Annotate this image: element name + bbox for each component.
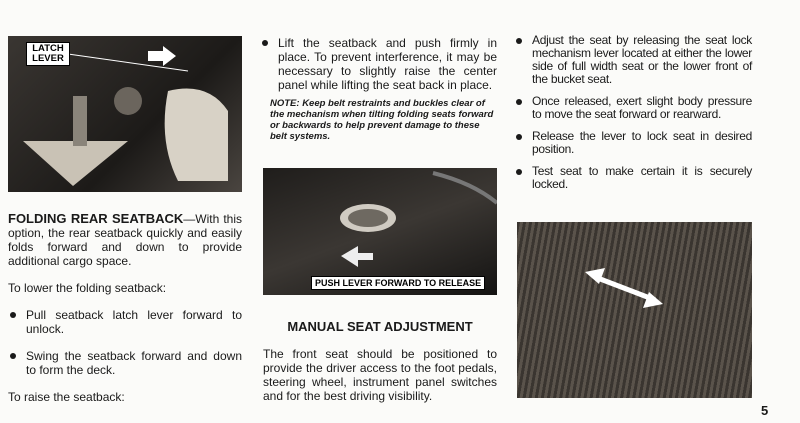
list-item: Release the lever to lock seat in desired position. [514,130,752,156]
list-item: Lift the seatback and push firmly in place. To prevent interference, it may be necessary to slightly raise the center panel while lifting the seat back in place. [260,36,497,92]
page-number: 5 [761,403,769,418]
seat-adjust-body: The front seat should be positioned to provide the driver access to the foot pedals, steering wheel, instrument panel switches and for the best driving visibility. [263,347,497,403]
photo-caption: PUSH LEVER FORWARD TO RELEASE [311,276,485,290]
folding-seatback-intro: FOLDING REAR SEATBACK—With this option, the rear seatback quickly and easily folds forward and down to provide additional cargo space. [8,211,242,268]
section-heading: MANUAL SEAT ADJUSTMENT [287,319,473,334]
seat-release-photo [263,168,497,295]
belt-note: NOTE: Keep belt restraints and buckles clear of the mechanism when tilting folding seats forward or backwards to help prevent damage to these belt systems. [270,98,494,142]
list-item: Swing the seatback forward and down to form the deck. [8,349,242,377]
double-arrow-illustration [517,222,752,398]
list-item: Adjust the seat by releasing the seat lock mechanism lever located at either the lower side of full width seat or the lower front of the bucket seat. [514,34,752,86]
seat-photo [517,222,752,398]
list-item: Test seat to make certain it is securely locked. [514,165,752,191]
lower-title: To lower the folding seatback: [8,281,167,295]
raise-title: To raise the seatback: [8,390,125,404]
latch-lever-label: LATCH LEVER [26,42,70,66]
list-item: Pull seatback latch lever forward to unlock. [8,308,242,336]
section-heading: FOLDING REAR SEATBACK [8,211,184,226]
list-item: Once released, exert slight body pressure to move the seat forward or rearward. [514,95,752,121]
latch-lever-photo [8,36,242,192]
